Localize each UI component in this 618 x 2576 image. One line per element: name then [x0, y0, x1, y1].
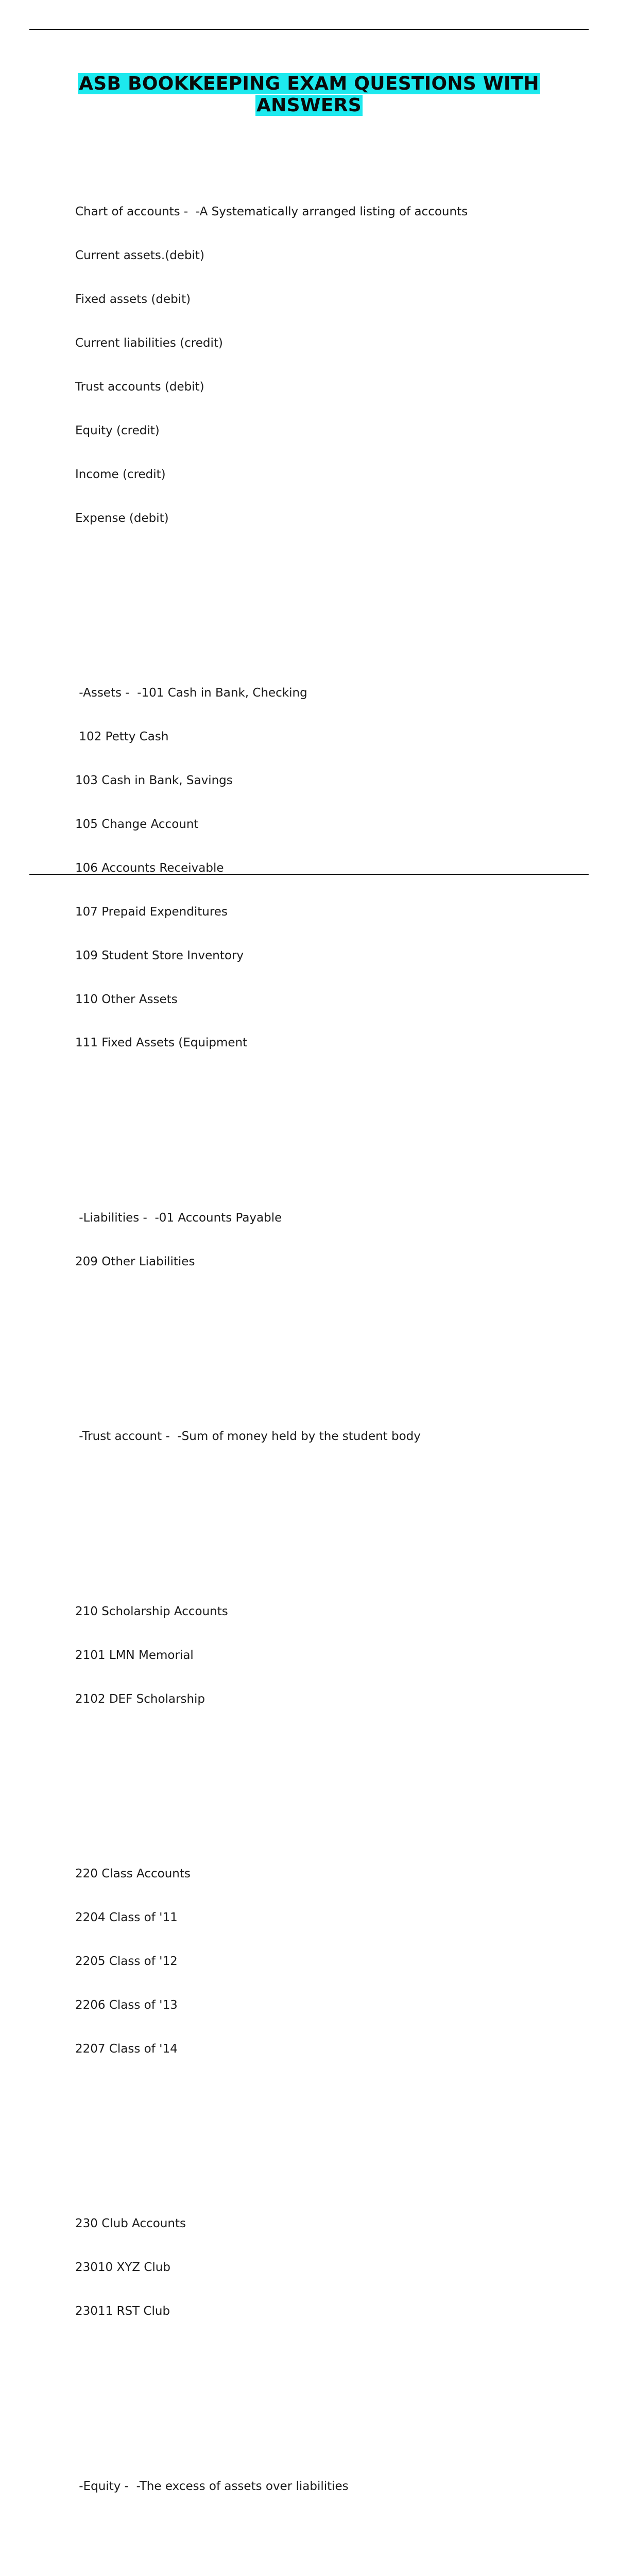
text-line: 110 Other Assets [75, 992, 178, 1006]
text-line: -Liabilities - -01 Accounts Payable [75, 1211, 282, 1225]
class-accounts-block [75, 1838, 590, 2086]
text-line: 106 Accounts Receivable [75, 861, 224, 875]
text-line: Trust accounts (debit) [75, 380, 204, 394]
text-line: 2204 Class of '11 [75, 1911, 178, 1925]
text-line: 220 Class Accounts [75, 1867, 191, 1881]
trust-account-block [75, 1400, 590, 1473]
paragraph-gap [75, 1502, 590, 1517]
title-line-2: ANSWERS [256, 95, 362, 116]
text-line: 107 Prepaid Expenditures [75, 905, 228, 919]
text-line: -Trust account - -Sum of money held by the student body [75, 1430, 421, 1444]
document-title [31, 73, 587, 116]
text-line: Equity (credit) [75, 423, 160, 437]
club-accounts-block [75, 2188, 590, 2348]
text-line: 2102 DEF Scholarship [75, 1692, 205, 1706]
paragraph-gap [75, 2114, 590, 2129]
text-line: 111 Fixed Assets (Equipment [75, 1036, 248, 1050]
text-line: 23010 XYZ Club [75, 2261, 170, 2275]
text-line: 23011 RST Club [75, 2304, 170, 2318]
text-line: 2205 Class of '12 [75, 1955, 178, 1969]
paragraph-gap [75, 2377, 590, 2392]
text-line: Current assets.(debit) [75, 249, 204, 263]
paragraph-gap [75, 1109, 590, 1123]
text-line: 102 Petty Cash [75, 730, 169, 744]
document-body [75, 132, 590, 2576]
text-line: 209 Other Liabilities [75, 1255, 195, 1268]
text-line: 230 Club Accounts [75, 2217, 186, 2231]
text-line: Fixed assets (debit) [75, 293, 191, 307]
text-line: 2207 Class of '14 [75, 2042, 178, 2056]
assets-block [75, 657, 590, 1080]
text-line: 103 Cash in Bank, Savings [75, 774, 233, 788]
chart-of-accounts-block [75, 176, 590, 555]
paragraph-gap [75, 1765, 590, 1779]
text-line: 2206 Class of '13 [75, 1998, 178, 2012]
paragraph-gap [75, 2552, 590, 2566]
bottom-divider [29, 874, 589, 875]
liabilities-block [75, 1181, 590, 1298]
text-line: 105 Change Account [75, 817, 199, 831]
text-line: Current liabilities (credit) [75, 336, 223, 350]
text-line: -Assets - -101 Cash in Bank, Checking [75, 686, 307, 700]
paragraph-gap [75, 584, 590, 598]
text-line: 109 Student Store Inventory [75, 948, 244, 962]
equity-block [75, 2450, 590, 2522]
paragraph-gap [75, 1327, 590, 1342]
text-line: Expense (debit) [75, 511, 169, 525]
text-line: 2101 LMN Memorial [75, 1648, 194, 1662]
scholarship-accounts-block [75, 1575, 590, 1735]
text-line: 210 Scholarship Accounts [75, 1604, 228, 1618]
top-divider [29, 29, 589, 30]
text-line: Income (credit) [75, 467, 166, 481]
text-line: -Equity - -The excess of assets over liabilities [75, 2479, 349, 2493]
text-line: Chart of accounts - -A Systematically arranged listing of accounts [75, 205, 468, 219]
title-line-1: ASB BOOKKEEPING EXAM QUESTIONS WITH [79, 73, 539, 94]
